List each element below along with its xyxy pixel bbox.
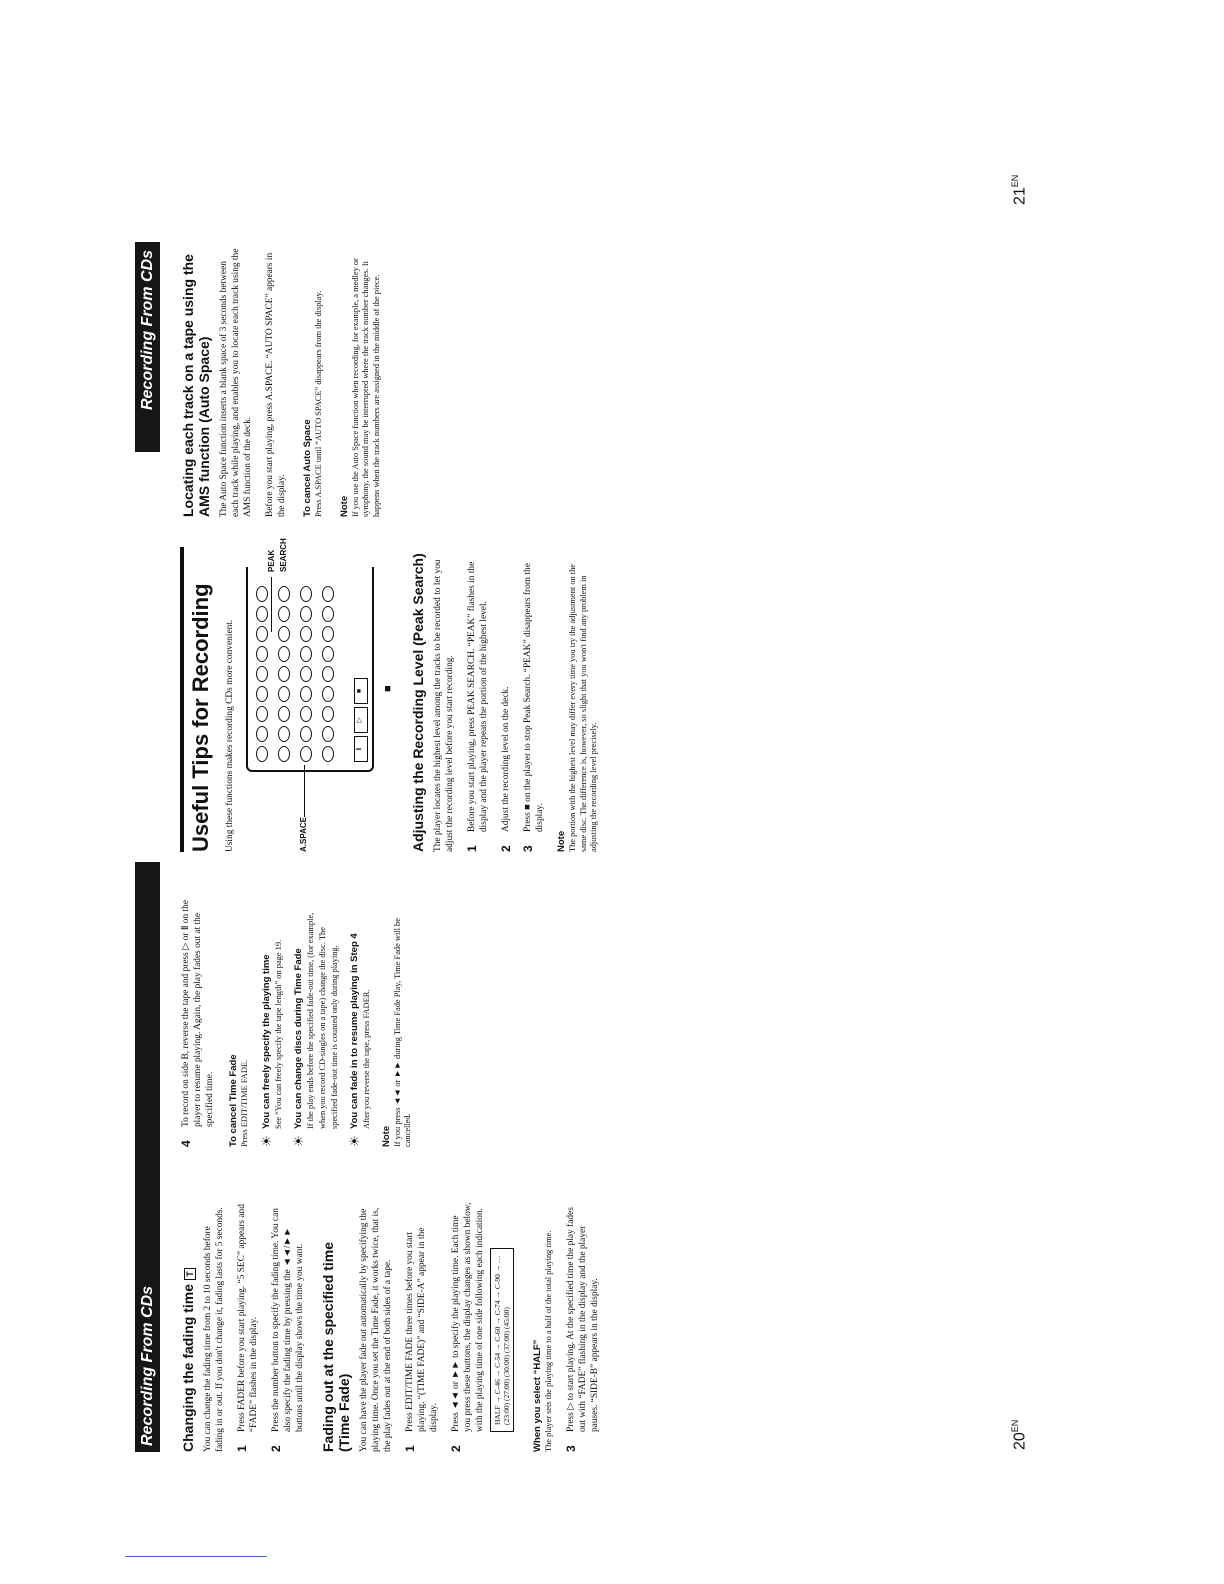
button-icon: [300, 726, 312, 742]
button-icon: [278, 686, 290, 702]
button-icon: [300, 646, 312, 662]
fading-step-2: [270, 1202, 306, 1452]
tip-title: You can change discs during Time Fade: [292, 948, 304, 1129]
button-icon: [256, 606, 268, 622]
button-icon: [278, 586, 290, 602]
blue-underline: [125, 1556, 267, 1557]
button-icon: [300, 706, 312, 722]
page-number-left: [1010, 1420, 1029, 1450]
half-note: [532, 1202, 555, 1452]
lightbulb-icon: ☀: [258, 1135, 274, 1147]
page-number: 21: [1011, 187, 1029, 205]
callout-line: [271, 577, 272, 632]
tape-length-sequence: [490, 1248, 514, 1432]
note-title: Note: [380, 1125, 392, 1147]
column-1: [180, 1202, 611, 1452]
step-text: Before you start playing, press PEAK SEARCH. “PEAK” flashes in the display and the player repeats the portion of the highest level.: [467, 561, 489, 832]
sequence-line-2: (23:00) (27:00) (30:00) (37:00) (45:00): [502, 1307, 511, 1425]
step-number: 2: [449, 1445, 463, 1452]
note-text: If you press ◄◄ or ►► during Time Fade Play, Time Fade will be cancelled.: [392, 918, 412, 1147]
half-note-text: The player sets the playing time to a half of the total playing time.: [544, 1230, 553, 1452]
tip-body: [293, 897, 341, 1129]
callout-line: [304, 765, 305, 817]
note-title: Note: [338, 495, 350, 517]
step-number: 3: [521, 845, 535, 852]
button-icon: [256, 666, 268, 682]
button-icon: [256, 726, 268, 742]
button-icon: [278, 626, 290, 642]
cancel-time-fade-text: Press EDIT/TIME FADE.: [240, 1059, 249, 1147]
tip-text: See “You can freely specify the tape length” on page 19.: [273, 939, 283, 1129]
button-icon: [300, 686, 312, 702]
button-icon: [278, 746, 290, 762]
column-2: [180, 897, 424, 1147]
button-icon: [256, 746, 268, 762]
step-number: 1: [235, 1445, 249, 1452]
button-icon: [322, 586, 334, 602]
button-icon: [300, 586, 312, 602]
button-row: [256, 586, 268, 762]
button-icon: [322, 746, 334, 762]
button-icon: [278, 646, 290, 662]
button-icon: [278, 706, 290, 722]
cancel-auto-space-title: To cancel Auto Space: [302, 419, 313, 517]
button-icon: [300, 606, 312, 622]
time-fade-step-4: [180, 897, 216, 1147]
tip-2: [290, 897, 341, 1147]
button-icon: [278, 606, 290, 622]
rotated-content: [135, 242, 875, 1452]
step-text: Press ▷ to start playing. At the specified time the play fades out with “FADE” flashing in the display and the player pauses. “SIDE-B” appears in the display.: [565, 1207, 600, 1432]
note-text: If you use the Auto Space function when recording, for example, a medley or symphony, the sound may be interrupted where the track number changes. It happens when the track numbers are assigned in the middle of the piece.: [350, 258, 381, 517]
button-icon: [322, 726, 334, 742]
button-icon: [278, 666, 290, 682]
page-suffix: EN: [1010, 174, 1020, 188]
button-icon: [300, 746, 312, 762]
step-number: 2: [269, 1445, 283, 1452]
step-text: Press EDIT/TIME FADE three times before you start playing. “(TIME FADE)” and “SIDE-A” appear in the display.: [405, 1227, 439, 1432]
timer-tag-icon: T: [184, 1268, 196, 1280]
button-icon: [322, 606, 334, 622]
step-number: 2: [499, 845, 513, 852]
lightbulb-icon: ☀: [290, 1135, 306, 1147]
time-fade-step-2: [450, 1202, 522, 1452]
step-text: Press FADER before you start playing. “5 SEC” appears and “FADE” flashes in the display.: [237, 1204, 259, 1432]
remote-diagram: [246, 538, 396, 852]
fading-time-heading: [180, 1202, 196, 1452]
auto-space-step: Before you start playing, press A.SPACE. “AUTO SPACE” appears in the display.: [265, 252, 287, 517]
button-icon: [256, 706, 268, 722]
useful-tips-title: Useful Tips for Recording: [180, 547, 214, 852]
sequence-line-1: HALF → C-46 → C-54 → C-60 → C-74 → C-90 → …: [493, 1255, 502, 1425]
auto-space-intro: The Auto Space function inserts a blank space of 3 seconds between each track while playing, and enables you to locate each track using the AMS function of the deck.: [219, 248, 253, 517]
peak-search-intro: The player locates the highest level among the tracks to be recorded to let you adjust the recording level before you start recording.: [433, 559, 455, 852]
tip-body: [349, 933, 373, 1129]
step-text: To record on side B, reverse the tape and press ▷ or Ⅱ on the player to resume playing. Again, the play fades out at the specified time.: [181, 900, 215, 1127]
peak-search-heading: Adjusting the Recording Level (Peak Search): [410, 553, 426, 852]
a-space-callout: A.SPACE: [299, 817, 308, 852]
step-body: [450, 1202, 522, 1432]
step-text: Press ◄◄ or ►► to specify the playing time. Each time you press these buttons, the display changes as shown below, with the playing time of one side following each indication.: [451, 1202, 485, 1432]
cancel-auto-space-text: Press A.SPACE until “AUTO SPACE” disappears from the display.: [314, 290, 323, 517]
peak-step-2: [500, 547, 512, 852]
step-text: Adjust the recording level on the deck.: [501, 686, 511, 832]
button-icon: [322, 706, 334, 722]
step-text: Press the number button to specify the fading time. You can also specify the fading time by pressing the ◄◄/►► buttons until the display shows the time you want.: [271, 1208, 305, 1432]
half-note-title: When you select “HALF”: [532, 1339, 543, 1452]
play-button-icon: ▷: [354, 707, 368, 733]
time-fade-step-3: [565, 1202, 601, 1452]
section-header-right: Recording From CDs: [135, 242, 160, 452]
button-row: [278, 586, 290, 762]
tip-text: After you reverse the tape, press FADER.: [361, 989, 371, 1129]
note-title: Note: [556, 830, 567, 852]
fading-step-1: [236, 1202, 260, 1452]
step-text: Press ■ on the player to stop Peak Search. “PEAK” disappears from the display.: [523, 563, 545, 832]
cancel-time-fade-title: To cancel Time Fade: [228, 1054, 239, 1147]
section-header-left: Recording From CDs: [135, 862, 160, 1452]
page-number-right: [1010, 175, 1029, 205]
column-4: [180, 247, 392, 517]
column-3: [180, 538, 610, 852]
button-icon: [256, 686, 268, 702]
note-text: The portion with the highest level may differ every time you try the adjustment on the same disc. The difference is, however, so slight that you won't find any problem in adjusting the recording level precisely.: [568, 563, 598, 852]
button-icon: [322, 686, 334, 702]
peak-step-3: [522, 547, 546, 852]
peak-step-1: [466, 547, 490, 852]
tip-text: If the play ends before the specified fade-out time, (for example, when you record CD-singles on a tape) change the disc. The specified fade-out time is counted only during playing.: [305, 912, 339, 1129]
step-number: 1: [465, 845, 479, 852]
step-number: 4: [179, 1140, 193, 1147]
button-icon: [256, 646, 268, 662]
auto-space-heading: Locating each track on a tape using the AMS function (Auto Space): [180, 254, 212, 517]
tip-1: [258, 897, 285, 1147]
button-icon: [256, 586, 268, 602]
time-fade-intro: You can have the player fade out automatically by specifying the playing time. Once you set the Time Fade, it works twice, that is, the play fades out at the end of both sides of a tape.: [359, 1207, 393, 1452]
remote-control-illustration: [246, 567, 374, 772]
tip-title: You can fade in to resume playing in Step 4: [348, 933, 360, 1129]
peak-search-callout: PEAK SEARCH: [267, 538, 288, 572]
step-number: 3: [563, 1445, 578, 1452]
fading-time-intro: You can change the fading time from 2 to 10 seconds before fading in or out. If you don't change it, fading lasts for 5 seconds.: [203, 1207, 225, 1452]
transport-controls: [354, 678, 368, 762]
useful-tips-intro: Using these functions makes recording CDs more convenient.: [225, 619, 235, 852]
button-icon: [256, 626, 268, 642]
stop-callout: ■: [382, 685, 394, 692]
button-icon: [322, 666, 334, 682]
tip-body: [261, 940, 285, 1129]
step-number: 1: [403, 1445, 417, 1452]
button-icon: [300, 626, 312, 642]
tip-title: You can freely specify the playing time: [260, 954, 272, 1129]
stop-button-icon: ■: [354, 678, 368, 704]
button-row: [322, 586, 334, 762]
tip-3: [346, 897, 373, 1147]
fading-time-title: Changing the fading time: [180, 1284, 196, 1452]
time-fade-step-1: [404, 1202, 440, 1452]
button-icon: [322, 646, 334, 662]
lightbulb-icon: ☀: [346, 1135, 362, 1147]
page-number: 20: [1011, 1432, 1029, 1450]
button-icon: [278, 726, 290, 742]
button-icon: [300, 666, 312, 682]
button-row: [300, 586, 312, 762]
page-suffix: EN: [1010, 1419, 1020, 1433]
button-icon: [322, 626, 334, 642]
time-fade-heading: Fading out at the specified time (Time Fade): [320, 1241, 352, 1452]
pause-button-icon: Ⅱ: [354, 736, 368, 762]
